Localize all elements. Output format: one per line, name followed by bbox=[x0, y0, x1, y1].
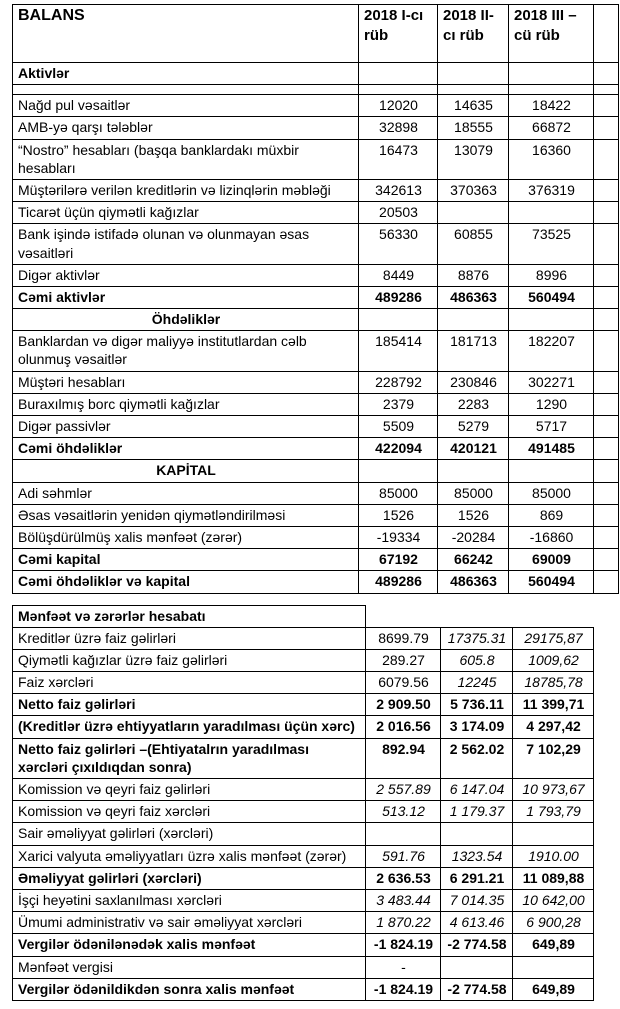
empty-cell bbox=[594, 139, 619, 179]
table-row bbox=[13, 117, 619, 139]
value-cell: -20284 bbox=[438, 526, 509, 548]
value-cell: 2 016.56 bbox=[366, 716, 441, 738]
value-cell: 12245 bbox=[441, 672, 513, 694]
value-cell: -2 774.58 bbox=[441, 934, 513, 956]
row-label: Faiz xərcləri bbox=[13, 672, 366, 694]
value-cell: 228792 bbox=[359, 371, 438, 393]
row-label: Banklardan və digər maliyyə institutlardan cəlb olunmuş vəsaitlər bbox=[13, 331, 359, 371]
row-label: Əməliyyat gəlirləri (xərcləri) bbox=[13, 867, 366, 889]
value-cell bbox=[438, 460, 509, 482]
value-cell: 85000 bbox=[438, 482, 509, 504]
value-cell: 13079 bbox=[438, 139, 509, 179]
value-cell: 302271 bbox=[509, 371, 594, 393]
row-label: Əsas vəsaitlərin yenidən qiymətləndirilməsi bbox=[13, 504, 359, 526]
col-header-2018-q2: 2018 II-cı rüb bbox=[438, 5, 509, 63]
table-row bbox=[13, 309, 619, 331]
value-cell: 605.8 bbox=[441, 649, 513, 671]
row-label: KAPİTAL bbox=[13, 460, 359, 482]
value-cell bbox=[438, 85, 509, 95]
value-cell: 7 014.35 bbox=[441, 889, 513, 911]
row-label: Vergilər ödənildikdən sonra xalis mənfəət bbox=[13, 978, 366, 1000]
table-row bbox=[13, 416, 619, 438]
value-cell: 8449 bbox=[359, 264, 438, 286]
value-cell: 649,89 bbox=[513, 934, 594, 956]
table-row bbox=[13, 549, 619, 571]
table-row bbox=[13, 95, 619, 117]
empty-cell bbox=[594, 371, 619, 393]
value-cell: 2 557.89 bbox=[366, 779, 441, 801]
profit-loss-table-title: Mənfəət və zərərlər hesabatı bbox=[13, 605, 366, 627]
value-cell: 7 102,29 bbox=[513, 738, 594, 778]
value-cell: 6 147.04 bbox=[441, 779, 513, 801]
table-row bbox=[13, 139, 619, 179]
empty-cell bbox=[594, 571, 619, 593]
value-cell: 69009 bbox=[509, 549, 594, 571]
value-cell bbox=[438, 309, 509, 331]
value-cell: -1 824.19 bbox=[366, 978, 441, 1000]
value-cell: 1526 bbox=[359, 504, 438, 526]
value-cell: 289.27 bbox=[366, 649, 441, 671]
row-label: Müştərilərə verilən kreditlərin və lizinqlərin məbləği bbox=[13, 179, 359, 201]
empty-cell bbox=[594, 331, 619, 371]
row-label: Ticarət üçün qiymətli kağızlar bbox=[13, 202, 359, 224]
row-label: Netto faiz gəlirləri bbox=[13, 694, 366, 716]
empty-cell bbox=[594, 460, 619, 482]
value-cell: 5509 bbox=[359, 416, 438, 438]
profit-loss-table bbox=[12, 605, 594, 1001]
value-cell: 5717 bbox=[509, 416, 594, 438]
value-cell bbox=[359, 85, 438, 95]
value-cell: 892.94 bbox=[366, 738, 441, 778]
value-cell: 2 909.50 bbox=[366, 694, 441, 716]
empty-cell bbox=[594, 438, 619, 460]
value-cell: 1 793,79 bbox=[513, 801, 594, 823]
row-label: Netto faiz gəlirləri –(Ehtiyatalrın yaradılması xərcləri çıxıldıqdan sonra) bbox=[13, 738, 366, 778]
table-row bbox=[13, 202, 619, 224]
table-row bbox=[13, 867, 594, 889]
empty-cell bbox=[594, 95, 619, 117]
balance-table-title: BALANS bbox=[13, 5, 359, 63]
row-label: Vergilər ödənilənədək xalis mənfəət bbox=[13, 934, 366, 956]
row-label: Qiymətli kağızlar üzrə faiz gəlirləri bbox=[13, 649, 366, 671]
table-row bbox=[13, 179, 619, 201]
row-label: Buraxılmış borc qiymətli kağızlar bbox=[13, 393, 359, 415]
value-cell: 1 179.37 bbox=[441, 801, 513, 823]
value-cell: 18785,78 bbox=[513, 672, 594, 694]
table-row bbox=[13, 85, 619, 95]
value-cell: 10 642,00 bbox=[513, 889, 594, 911]
value-cell: 2283 bbox=[438, 393, 509, 415]
empty-cell bbox=[594, 264, 619, 286]
col-header-2018-q3: 2018 III –cü rüb bbox=[509, 5, 594, 63]
empty-cell bbox=[594, 85, 619, 95]
row-label: Sair əməliyyat gəlirləri (xərcləri) bbox=[13, 823, 366, 845]
value-cell: 486363 bbox=[438, 571, 509, 593]
empty-cell bbox=[594, 416, 619, 438]
value-cell bbox=[509, 63, 594, 85]
value-cell: 12020 bbox=[359, 95, 438, 117]
row-label: (Kreditlər üzrə ehtiyyatların yaradılması üçün xərc) bbox=[13, 716, 366, 738]
row-label: Öhdəliklər bbox=[13, 309, 359, 331]
value-cell: 14635 bbox=[438, 95, 509, 117]
value-cell: 73525 bbox=[509, 224, 594, 264]
row-label: Adi səhmlər bbox=[13, 482, 359, 504]
table-row bbox=[13, 331, 619, 371]
table-row bbox=[13, 672, 594, 694]
value-cell: 6 900,28 bbox=[513, 912, 594, 934]
table-row bbox=[13, 460, 619, 482]
value-cell: -16860 bbox=[509, 526, 594, 548]
value-cell: 18555 bbox=[438, 117, 509, 139]
value-cell: 2 636.53 bbox=[366, 867, 441, 889]
value-cell bbox=[509, 309, 594, 331]
value-cell: 5279 bbox=[438, 416, 509, 438]
value-cell: -19334 bbox=[359, 526, 438, 548]
value-cell: 591.76 bbox=[366, 845, 441, 867]
value-cell bbox=[513, 956, 594, 978]
row-label: Cəmi kapital bbox=[13, 549, 359, 571]
table-row bbox=[13, 912, 594, 934]
value-cell: 486363 bbox=[438, 286, 509, 308]
value-cell: 5 736.11 bbox=[441, 694, 513, 716]
value-cell: 11 089,88 bbox=[513, 867, 594, 889]
value-cell: 230846 bbox=[438, 371, 509, 393]
empty-cell bbox=[594, 63, 619, 85]
row-label: “Nostro” hesabları (başqa banklardakı müxbir hesabları bbox=[13, 139, 359, 179]
value-cell: 20503 bbox=[359, 202, 438, 224]
value-cell: 1 870.22 bbox=[366, 912, 441, 934]
table-row bbox=[13, 716, 594, 738]
row-label: Mənfəət vergisi bbox=[13, 956, 366, 978]
empty-cell bbox=[594, 526, 619, 548]
value-cell: 8699.79 bbox=[366, 627, 441, 649]
row-label: Xarici valyuta əməliyyatları üzrə xalis mənfəət (zərər) bbox=[13, 845, 366, 867]
value-cell: 66872 bbox=[509, 117, 594, 139]
value-cell bbox=[366, 823, 441, 845]
col-header-2018-q1: 2018 I-cı rüb bbox=[359, 5, 438, 63]
table-row bbox=[13, 694, 594, 716]
value-cell: 32898 bbox=[359, 117, 438, 139]
value-cell: 1009,62 bbox=[513, 649, 594, 671]
value-cell: 29175,87 bbox=[513, 627, 594, 649]
value-cell: 342613 bbox=[359, 179, 438, 201]
value-cell: 6079.56 bbox=[366, 672, 441, 694]
value-cell: 185414 bbox=[359, 331, 438, 371]
value-cell: 11 399,71 bbox=[513, 694, 594, 716]
value-cell: 370363 bbox=[438, 179, 509, 201]
value-cell: 3 174.09 bbox=[441, 716, 513, 738]
table-row bbox=[13, 63, 619, 85]
value-cell: 3 483.44 bbox=[366, 889, 441, 911]
row-label: Kreditlər üzrə faiz gəlirləri bbox=[13, 627, 366, 649]
value-cell: 17375.31 bbox=[441, 627, 513, 649]
table-row bbox=[13, 823, 594, 845]
value-cell: 513.12 bbox=[366, 801, 441, 823]
value-cell bbox=[359, 309, 438, 331]
table-row bbox=[13, 571, 619, 593]
row-label: Bölüşdürülmüş xalis mənfəət (zərər) bbox=[13, 526, 359, 548]
value-cell: 18422 bbox=[509, 95, 594, 117]
empty-cell bbox=[594, 482, 619, 504]
value-cell: -2 774.58 bbox=[441, 978, 513, 1000]
table-row bbox=[13, 956, 594, 978]
row-label: Cəmi öhdəliklər və kapital bbox=[13, 571, 359, 593]
value-cell: - bbox=[366, 956, 441, 978]
profit-loss-title-row bbox=[13, 605, 594, 627]
value-cell: -1 824.19 bbox=[366, 934, 441, 956]
empty-cell bbox=[594, 504, 619, 526]
table-row bbox=[13, 889, 594, 911]
empty-cell bbox=[594, 286, 619, 308]
empty-cell bbox=[594, 309, 619, 331]
row-label: Digər aktivlər bbox=[13, 264, 359, 286]
value-cell: 181713 bbox=[438, 331, 509, 371]
table-row bbox=[13, 845, 594, 867]
row-label: Bank işində istifadə olunan və olunmayan əsas vəsaitləri bbox=[13, 224, 359, 264]
empty-cell bbox=[594, 202, 619, 224]
row-label: Nağd pul vəsaitlər bbox=[13, 95, 359, 117]
table-row bbox=[13, 779, 594, 801]
value-cell: 8996 bbox=[509, 264, 594, 286]
value-cell: 2 562.02 bbox=[441, 738, 513, 778]
value-cell bbox=[438, 63, 509, 85]
table-row bbox=[13, 934, 594, 956]
value-cell: 85000 bbox=[509, 482, 594, 504]
table-row bbox=[13, 482, 619, 504]
table-row bbox=[13, 224, 619, 264]
value-cell bbox=[441, 823, 513, 845]
row-label: Ümumi administrativ və sair əməliyyat xərcləri bbox=[13, 912, 366, 934]
value-cell: 182207 bbox=[509, 331, 594, 371]
row-label: AMB-yə qarşı tələblər bbox=[13, 117, 359, 139]
table-row bbox=[13, 438, 619, 460]
row-label: İşçi heyətini saxlanılması xərcləri bbox=[13, 889, 366, 911]
value-cell bbox=[509, 460, 594, 482]
value-cell: 1526 bbox=[438, 504, 509, 526]
value-cell: 489286 bbox=[359, 571, 438, 593]
col-header-empty bbox=[594, 5, 619, 63]
value-cell: 489286 bbox=[359, 286, 438, 308]
value-cell: 85000 bbox=[359, 482, 438, 504]
value-cell bbox=[438, 202, 509, 224]
value-cell: 4 613.46 bbox=[441, 912, 513, 934]
value-cell: 376319 bbox=[509, 179, 594, 201]
table-row bbox=[13, 393, 619, 415]
row-label: Komission və qeyri faiz gəlirləri bbox=[13, 779, 366, 801]
table-row bbox=[13, 738, 594, 778]
value-cell: 4 297,42 bbox=[513, 716, 594, 738]
value-cell: 422094 bbox=[359, 438, 438, 460]
table-row bbox=[13, 978, 594, 1000]
value-cell: 60855 bbox=[438, 224, 509, 264]
value-cell: 649,89 bbox=[513, 978, 594, 1000]
value-cell: 2379 bbox=[359, 393, 438, 415]
value-cell bbox=[359, 460, 438, 482]
table-row bbox=[13, 649, 594, 671]
value-cell: 869 bbox=[509, 504, 594, 526]
row-label: Komission və qeyri faiz xərcləri bbox=[13, 801, 366, 823]
table-row bbox=[13, 627, 594, 649]
balance-header-row bbox=[13, 5, 619, 63]
row-label: Digər passivlər bbox=[13, 416, 359, 438]
value-cell: 560494 bbox=[509, 286, 594, 308]
row-label: Müştəri hesabları bbox=[13, 371, 359, 393]
value-cell bbox=[513, 823, 594, 845]
value-cell bbox=[509, 202, 594, 224]
empty-cell bbox=[594, 179, 619, 201]
table-row bbox=[13, 504, 619, 526]
empty-cell bbox=[594, 224, 619, 264]
value-cell: 560494 bbox=[509, 571, 594, 593]
value-cell: 16473 bbox=[359, 139, 438, 179]
table-row bbox=[13, 264, 619, 286]
value-cell: 66242 bbox=[438, 549, 509, 571]
value-cell: 56330 bbox=[359, 224, 438, 264]
balance-sheet-table bbox=[12, 4, 619, 594]
value-cell: 491485 bbox=[509, 438, 594, 460]
table-row bbox=[13, 526, 619, 548]
table-row bbox=[13, 801, 594, 823]
value-cell bbox=[359, 63, 438, 85]
value-cell: 1323.54 bbox=[441, 845, 513, 867]
value-cell: 1910.00 bbox=[513, 845, 594, 867]
table-row bbox=[13, 371, 619, 393]
open-top-cell bbox=[366, 605, 594, 627]
empty-cell bbox=[594, 117, 619, 139]
value-cell: 67192 bbox=[359, 549, 438, 571]
row-label: Aktivlər bbox=[13, 63, 359, 85]
value-cell: 420121 bbox=[438, 438, 509, 460]
value-cell: 6 291.21 bbox=[441, 867, 513, 889]
row-label: Cəmi öhdəliklər bbox=[13, 438, 359, 460]
value-cell: 1290 bbox=[509, 393, 594, 415]
empty-cell bbox=[594, 393, 619, 415]
value-cell bbox=[509, 85, 594, 95]
value-cell: 10 973,67 bbox=[513, 779, 594, 801]
row-label: Cəmi aktivlər bbox=[13, 286, 359, 308]
empty-cell bbox=[594, 549, 619, 571]
value-cell: 8876 bbox=[438, 264, 509, 286]
row-label bbox=[13, 85, 359, 95]
value-cell bbox=[441, 956, 513, 978]
value-cell: 16360 bbox=[509, 139, 594, 179]
table-row bbox=[13, 286, 619, 308]
